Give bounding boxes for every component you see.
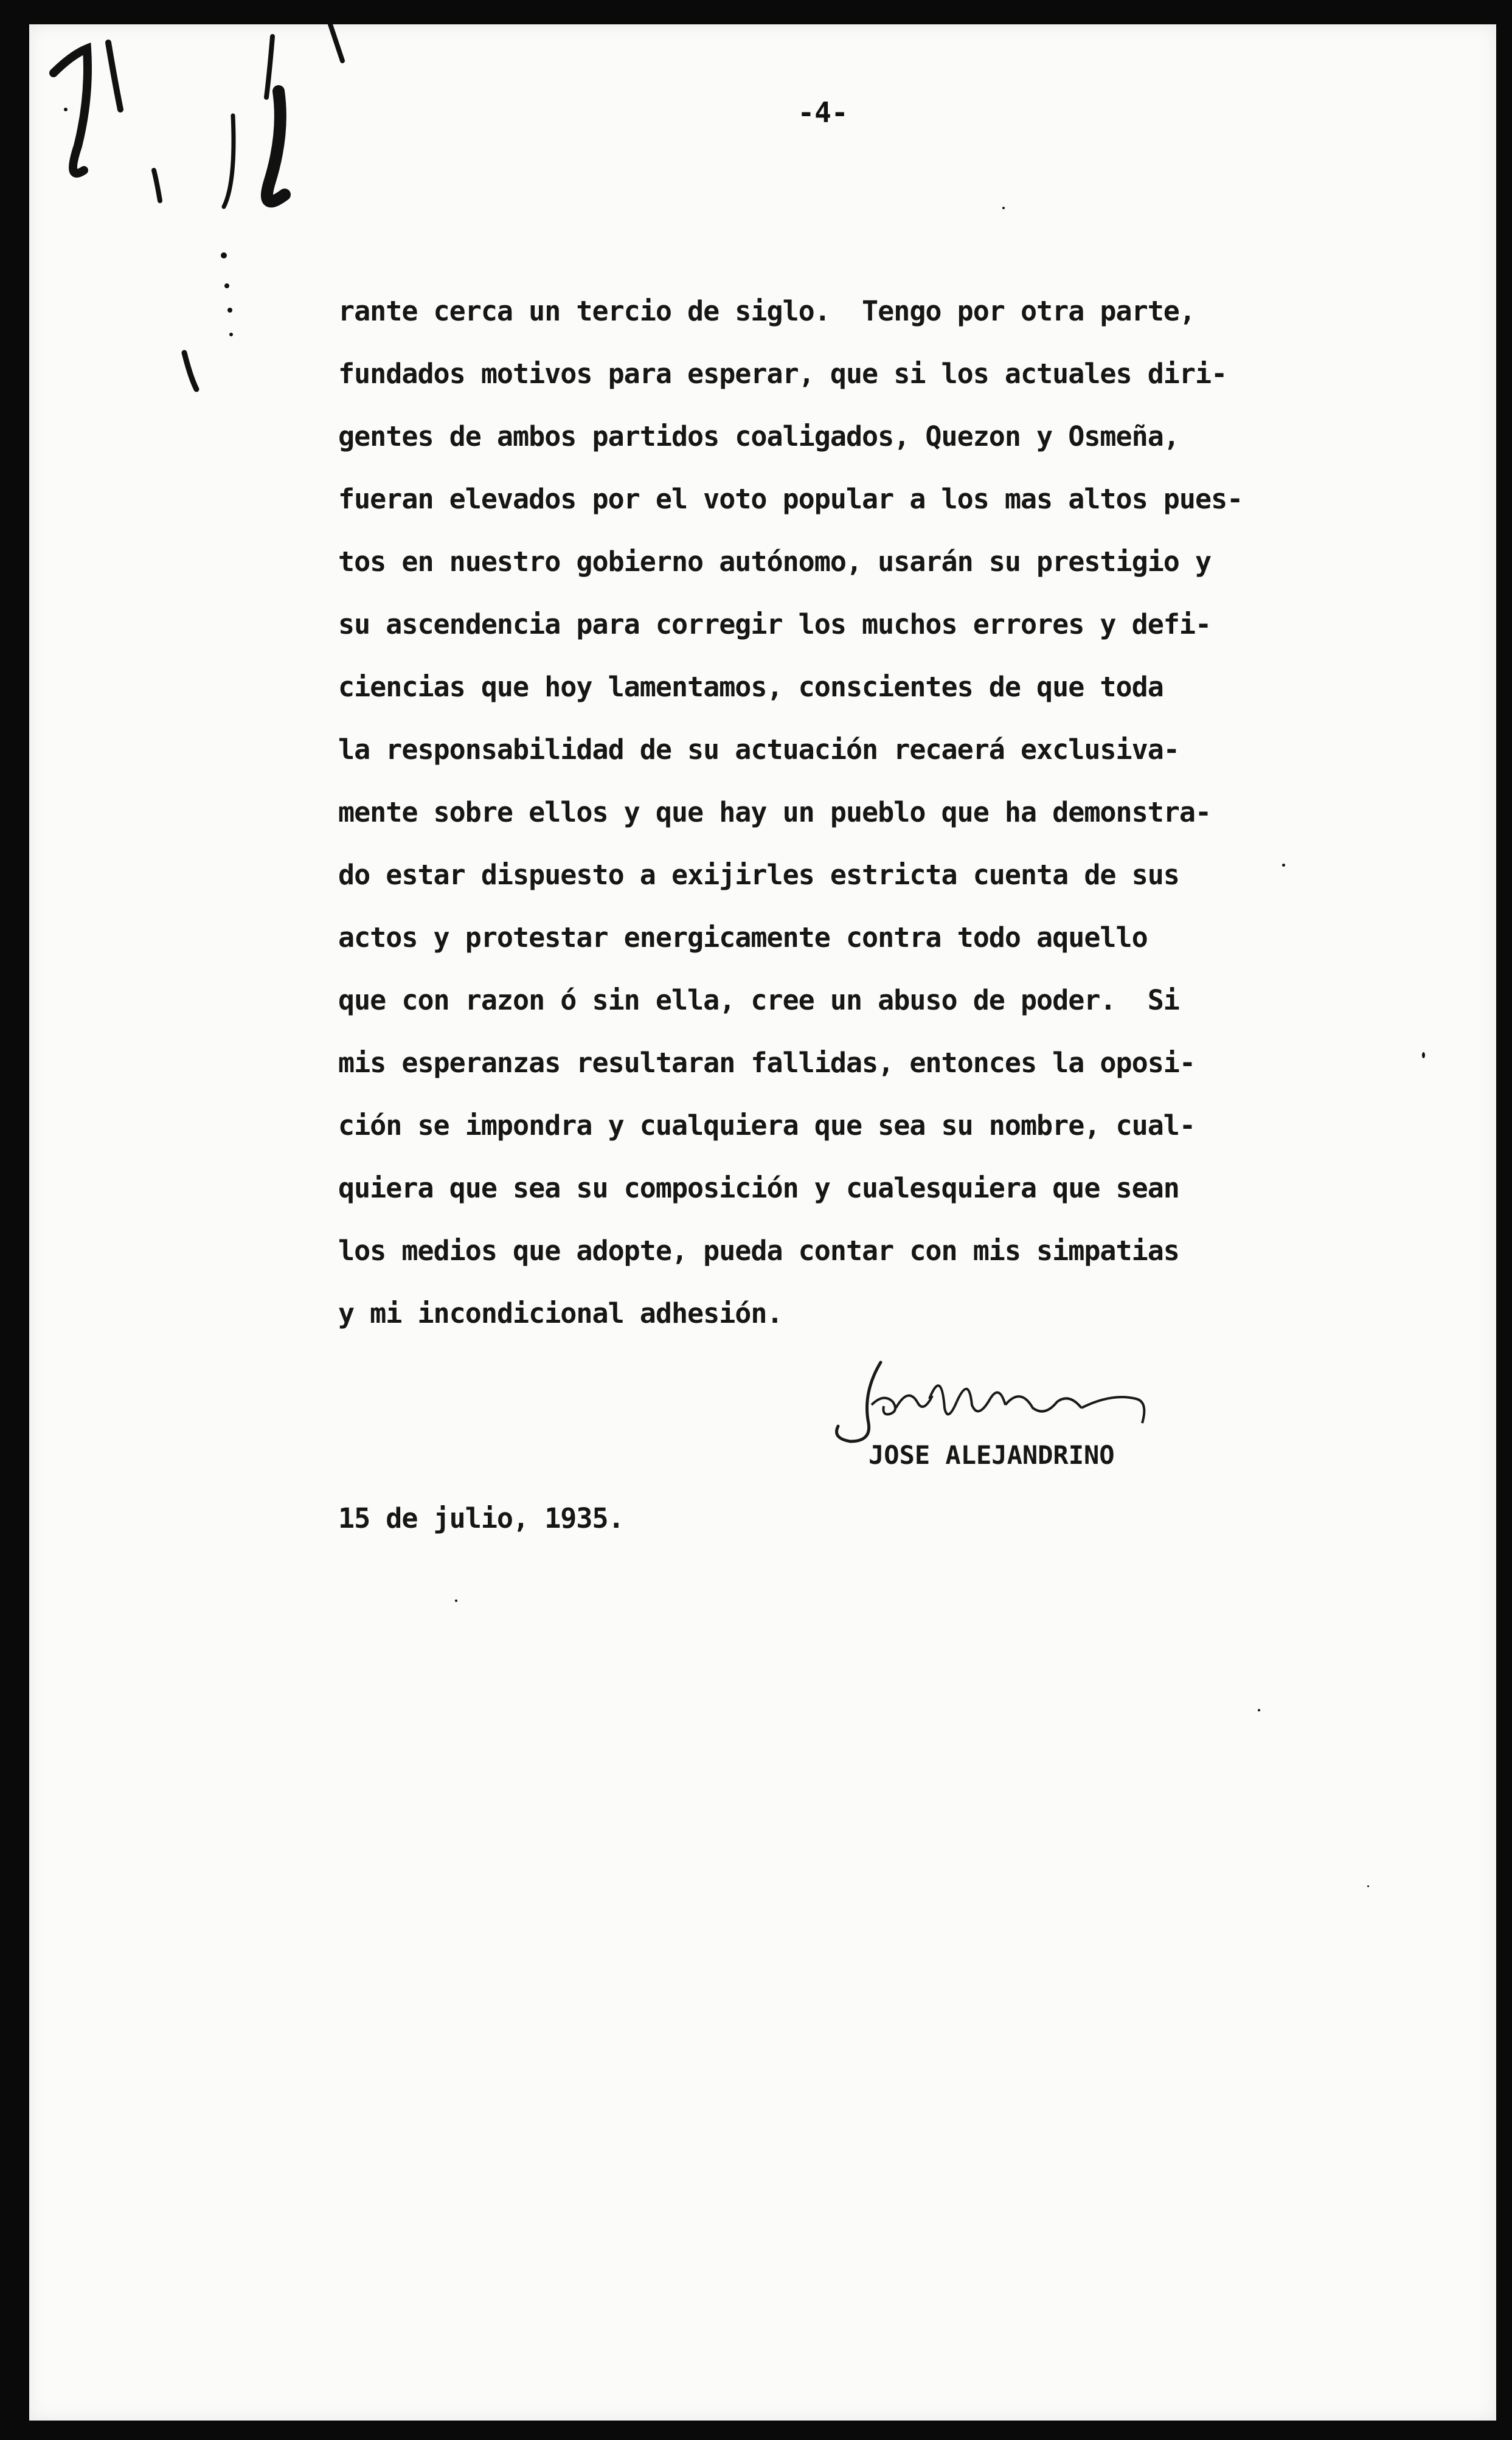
body-line: los medios que adopte, pueda contar con mis simpatias [338,1235,1179,1267]
body-line: fueran elevados por el voto popular a los mas altos pues- [338,483,1243,515]
letter-date: 15 de julio, 1935. [338,1502,624,1534]
body-line: que con razon ó sin ella, cree un abuso de poder. Si [338,984,1179,1016]
body-line: quiera que sea su composición y cualesquiera que sean [338,1172,1179,1204]
paper-speck [1258,1709,1260,1711]
paper-speck [1422,1052,1425,1058]
body-line: mente sobre ellos y que hay un pueblo que ha demonstra- [338,796,1212,828]
handwritten-signature [826,1350,1167,1454]
body-line: do estar dispuesto a exijirles estricta cuenta de sus [338,859,1179,891]
body-line: su ascendencia para corregir los muchos errores y defi- [338,608,1212,640]
body-line: rante cerca un tercio de siglo. Tengo por otra parte, [338,295,1195,327]
letter-body [338,280,1409,1345]
body-line: ciencias que hoy lamentamos, conscientes de que toda [338,671,1163,703]
body-line: tos en nuestro gobierno autónomo, usarán su prestigio y [338,546,1212,578]
page-number: -4- [797,96,848,129]
paper-sheet [29,24,1496,2421]
signature-block [820,1350,1185,1484]
body-line: actos y protestar energicamente contra todo aquello [338,921,1148,954]
paper-speck [1367,1885,1369,1887]
body-line: mis esperanzas resultaran fallidas, entonces la oposi- [338,1047,1195,1079]
signer-name: JOSE ALEJANDRINO [869,1440,1115,1470]
body-line: y mi incondicional adhesión. [338,1297,783,1329]
body-line: la responsabilidad de su actuación recaerá exclusiva- [338,733,1179,766]
paper-speck [1002,207,1005,209]
body-line: ción se impondra y cualquiera que sea su nombre, cual- [338,1109,1195,1142]
paper-speck [455,1600,457,1602]
body-line: gentes de ambos partidos coaligados, Quezon y Osmeña, [338,420,1179,452]
body-line: fundados motivos para esperar, que si los actuales diri- [338,358,1227,390]
